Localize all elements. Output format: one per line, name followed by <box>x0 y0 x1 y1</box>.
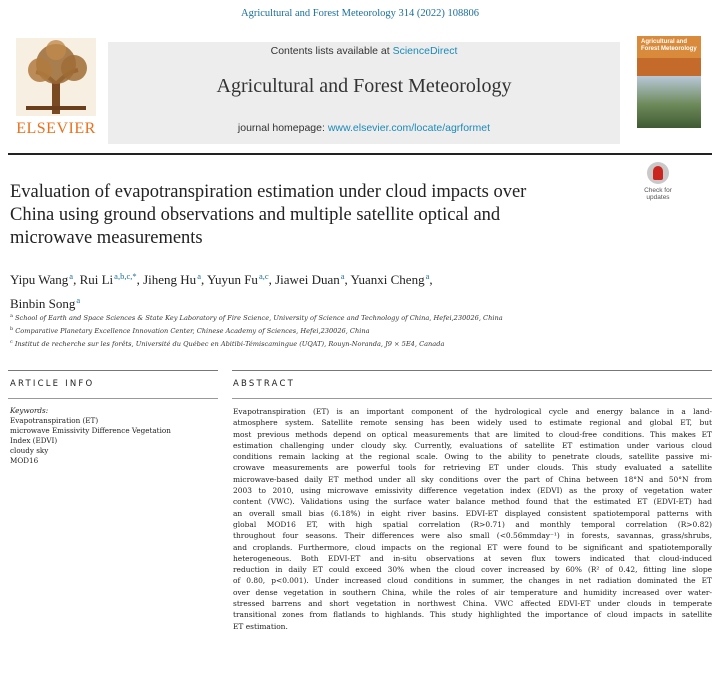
author-affil-mark[interactable]: a <box>69 271 74 281</box>
journal-cover-thumbnail[interactable] <box>637 36 701 128</box>
author-name[interactable]: Binbin Song <box>10 296 76 311</box>
abstract-line: conditions remain lacking at the regional scale. Owing to the ability to penetrate clouds, satellite passive mi- <box>233 452 712 462</box>
abstract-line: Evapotranspiration (ET) is an important component of the hydrological cycle and energy balance in a land- <box>233 407 712 416</box>
author-list: Yipu Wang$^a$, Rui $Li^{a,b,c,*}$, Jiheng Hu$^a$, Yuyun Fu$^{a,c}$, Jiawei Duan$^a$, Yuanxi Cheng$^a$, Binbin Song$^a$ <box>10 271 433 311</box>
author-affil-mark[interactable]: a,b,c,* <box>114 271 137 281</box>
bookmark-icon <box>647 162 669 184</box>
abstract-line: throughout four seasons. Their differences were also small (<0.56mmday⁻¹) in forests, savannas, grass/shrubs, <box>233 531 712 541</box>
abstract-line: most previous methods depend on optical measurements that are limited to cloud-free conditions. This makes ET <box>233 429 712 439</box>
author-affil-mark[interactable]: a <box>76 295 81 305</box>
title-line: Evaluation of evapotranspiration estimation under cloud impacts over <box>10 182 527 202</box>
title-line: China using ground observations and multiple satellite optical and <box>10 205 501 225</box>
abstract-line: crowave measurements are powerful tools for retrieving ET under clouds. This study evaluated a satellite <box>233 463 712 473</box>
keywords-label: Keywords: <box>10 406 49 415</box>
journal-banner <box>108 42 620 144</box>
abstract-rule <box>232 398 712 399</box>
abstract-line: content (VWC). Validations using the surface water balance method found that the estimated ET (EDVI-ET) had <box>233 497 712 507</box>
header-divider <box>8 153 712 155</box>
affiliation-a: $^a$ School of Earth and Space Sciences & State Key Laboratory of Fire Science, University of Science and Technology of China, Hefei,230026, China <box>10 313 503 322</box>
keyword-item[interactable]: Evapotranspiration (ET) <box>10 416 99 425</box>
elsevier-logo[interactable] <box>8 30 103 148</box>
author-affil-mark[interactable]: a,c <box>258 271 269 281</box>
author-affil-mark[interactable]: a <box>197 271 201 281</box>
abstract-line: reduction in daily ET could exceed 30% when the cloud cover increased by 60% (R² of 0.42, fitting line slope <box>233 565 712 575</box>
author-name[interactable]: Rui Li <box>79 272 114 287</box>
abstract-line: transitional zones from flatlands to highlands. This study highlighted the importance of cloud impacts in satellite <box>233 610 712 620</box>
homepage-prefix: journal homepage: <box>237 122 328 134</box>
author-name[interactable]: Yipu Wang <box>10 272 69 287</box>
abstract-text <box>233 406 712 632</box>
journal-homepage-link[interactable]: www.elsevier.com/locate/agrformet <box>327 122 491 134</box>
author-name[interactable]: Yuanxi Cheng <box>350 272 425 287</box>
cover-title: Agricultural and Forest Meteorology <box>641 39 697 52</box>
abstract-line: of 0.80, p<0.001). Under increased cloud conditions in summer, the changes in net radiation dominated the ET <box>233 576 712 586</box>
abstract-line: 2003 to 2010, using microwave emissivity difference vegetation index (EDVI) as the proxy of vegetation water <box>233 486 712 496</box>
journal-title[interactable]: Agricultural and Forest Meteorology <box>216 75 512 97</box>
affiliation-c: $^c$ Institut de recherche sur les forêts, Université du Québec en Abitibi-Témiscamingue (UQAT), Rouyn-Noranda, J9 × 5E4, Canada <box>10 339 445 348</box>
article-info-heading: ARTICLE INFO <box>10 379 95 389</box>
abstract-line: global MOD16 ET, with high spatial correlation (R>0.71) and monthly temporal correlation (R>0.82) <box>233 519 712 529</box>
sciencedirect-link[interactable]: ScienceDirect <box>392 45 458 57</box>
check-for-updates-badge[interactable] <box>638 162 678 212</box>
abstract-line: ET estimation. <box>233 621 288 631</box>
keywords-block <box>10 406 215 466</box>
keyword-item[interactable]: cloudy sky <box>10 446 49 455</box>
author-affil-mark[interactable]: a <box>340 271 345 281</box>
contents-prefix: Contents lists available at <box>270 45 393 57</box>
cover-image <box>637 76 701 128</box>
abstract-line: over dense vegetation in southern China, while the roles of air temperature and humidity increased over water- <box>233 587 712 597</box>
contents-line <box>108 45 620 57</box>
author-name[interactable]: Jiawei Duan <box>275 272 340 287</box>
title-line: microwave measurements <box>10 228 203 248</box>
abstract-heading: ABSTRACT <box>233 379 296 389</box>
abstract-line: stressed barrens and short vegetation in northwest China. VWC affected EDVI-ET under clouds in temperate <box>233 599 712 609</box>
abstract-line: an overall small bias (6.18%) in eight river basins. EDVI-ET displayed consistent spatiotemporal patterns with <box>233 508 712 518</box>
author-affil-mark[interactable]: a <box>425 271 430 281</box>
abstract-line: atmosphere system. Satellite remote sensing has been widely used to estimate regional and global ET, but <box>233 418 712 428</box>
article-info-rule <box>8 398 218 399</box>
keyword-item[interactable]: microwave Emissivity Difference Vegetation <box>10 426 171 435</box>
journal-citation[interactable]: Agricultural and Forest Meteorology 314 (2022) 108806 <box>241 8 479 19</box>
keyword-item[interactable]: Index (EDVI) <box>10 436 58 445</box>
abstract-line: and croplands. Furthermore, cloud impacts on the regional ET were found to be significant and spatiotemporally <box>233 542 712 552</box>
affiliation-b: $^b$ Comparative Planetary Excellence Innovation Center, Chinese Academy of Sciences, Hefei,230026, China <box>10 326 370 335</box>
keyword-item[interactable]: MOD16 <box>10 456 39 465</box>
check-updates-label: Check for updates <box>644 187 672 201</box>
elsevier-wordmark: ELSEVIER <box>16 120 96 137</box>
abstract-line: estimation challenging under cloudy sky. Currently, evaluations of satellite ET estimation under various cloud <box>233 440 712 450</box>
abstract-top-rule <box>232 370 712 371</box>
journal-header <box>8 30 712 148</box>
homepage-line <box>108 122 620 134</box>
article-info-top-rule <box>8 370 218 371</box>
article-title <box>10 181 630 250</box>
author-name[interactable]: Jiheng Hu <box>143 272 197 287</box>
abstract-line: heterogeneous. Both EDVI-ET and in-situ observations at seven flux towers indicated that cloud-induced <box>233 553 712 563</box>
author-name[interactable]: Yuyun Fu <box>207 272 258 287</box>
elsevier-tree-icon <box>16 38 96 116</box>
abstract-line: microwave-based daily ET method under all sky conditions over the part of China between 18°N and 50°N from <box>233 474 712 484</box>
